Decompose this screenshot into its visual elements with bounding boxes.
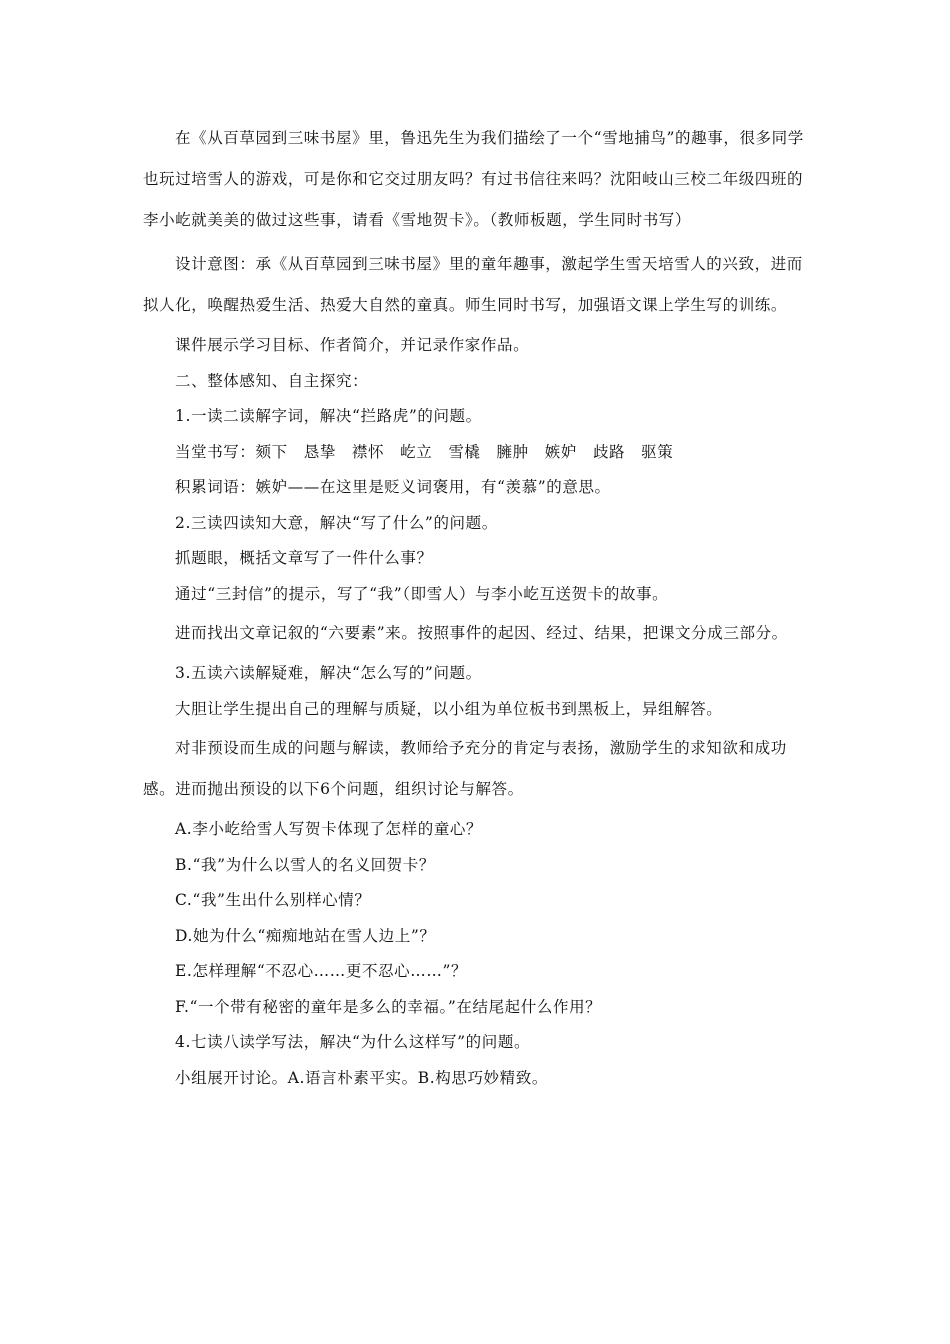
paragraph-courseware: 课件展示学习目标、作者简介，并记录作家作品。 (175, 336, 530, 354)
question-f: F.“一个带有秘密的童年是多么的幸福。”在结尾起什么作用？ (175, 997, 602, 1016)
paragraph-design-intent: 设计意图：承《从百草园到三味书屋》里的童年趣事，激起学生雪天培雪人的兴致，进而拟人化，唤醒热爱生活、热爱大自然的童真。师生同时书写，加强语文课上学生写的训练。 (143, 255, 803, 314)
paragraph-bold-students: 大胆让学生提出自己的理解与质疑，以小组为单位板书到黑板上，异组解答。 (175, 699, 723, 718)
paragraph-non-preset: 对非预设而生成的问题与解读，教师给予充分的肯定与表扬，激励学生的求知欲和成功感。进而抛出预设的以下6个问题，组织讨论与解答。 (143, 739, 787, 798)
question-c: C.“我”生出什么别样心情？ (175, 891, 371, 909)
vocab-word: 驱策 (641, 442, 674, 461)
vocab-word: 颏下 (255, 442, 288, 461)
paragraph-group-discuss: 小组展开讨论。A.语言朴素平实。B.构思巧妙精致。 (175, 1068, 548, 1087)
vocab-word: 嫉妒 (544, 442, 577, 461)
vocab-word: 恳挚 (303, 442, 336, 461)
vocab-line (143, 436, 809, 469)
paragraph-eye: 抓题眼，概括文章写了一件什么事？ (175, 549, 433, 567)
paragraph-accumulate: 积累词语：嫉妒——在这里是贬义词褒用，有“羡慕”的意思。 (175, 478, 611, 496)
vocab-word: 襟怀 (351, 442, 385, 461)
step-four: 4.七读八读学写法，解决“为什么这样写”的问题。 (175, 1033, 531, 1051)
question-e: E.怎样理解“不忍心……更不忍心……”？ (175, 962, 468, 980)
paragraph-intro: 在《从百草园到三味书屋》里，鲁迅先生为我们描绘了一个“雪地捕鸟”的趣事，很多同学也玩过培雪人的游戏，可是你和它交过朋友吗？有过书信往来吗？沈阳岐山三校二年级四班的李小屹就美美的做过这些事，请看《雪地贺卡》。（教师板题，学生同时书写） (143, 129, 804, 229)
question-d: D.她为什么“痴痴地站在雪人边上”？ (175, 926, 436, 945)
step-two: 2.三读四读知大意，解决“写了什么”的问题。 (175, 513, 498, 532)
step-three: 3.五读六读解疑难，解决“怎么写的”问题。 (175, 664, 482, 682)
vocab-word: 雪橇 (448, 442, 481, 461)
step-one: 1.一读二读解字词，解决“拦路虎”的问题。 (175, 407, 482, 425)
document-body (143, 118, 809, 1097)
question-b: B.“我”为什么以雪人的名义回贺卡？ (175, 855, 435, 874)
question-a: A.李小屹给雪人写贺卡体现了怎样的童心？ (175, 820, 483, 838)
vocab-word: 臃肿 (496, 442, 529, 461)
paragraph-six-elements: 进而找出文章记叙的“六要素”来。按照事件的起因、经过、结果，把课文分成三部分。 (175, 624, 788, 642)
vocab-label: 当堂书写： (175, 442, 256, 461)
paragraph-three-letters: 通过“三封信”的提示，写了“我”（即雪人）与李小屹互送贺卡的故事。 (175, 584, 669, 603)
vocab-word: 屹立 (400, 442, 433, 461)
vocab-word: 歧路 (592, 442, 626, 461)
section-heading-two: 二、整体感知、自主探究： (175, 371, 369, 390)
